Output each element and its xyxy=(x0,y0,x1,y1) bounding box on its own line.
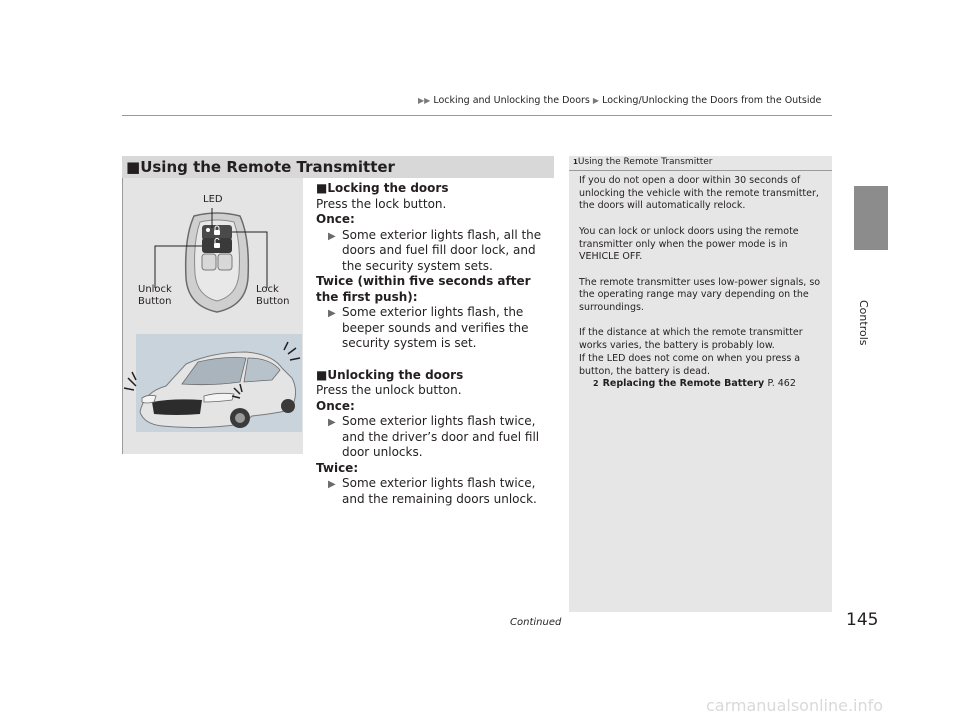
unlocking-once-item: ▶ Some exterior lights flash twice, and the driver’s door and fuel fill door unlocks. xyxy=(328,414,540,459)
sidebar-heading: 1Using the Remote Transmitter xyxy=(573,157,713,167)
section-marker: ■ xyxy=(126,158,141,176)
locking-twice-item: ▶ Some exterior lights flash, the beeper sounds and verifies the security system is set. xyxy=(328,305,529,350)
watermark: carmanualsonline.info xyxy=(706,696,884,715)
unlocking-intro: Press the unlock button. xyxy=(316,383,462,397)
reference-icon: 2 xyxy=(593,379,599,389)
car-headlight xyxy=(204,393,234,402)
locking-intro: Press the lock button. xyxy=(316,196,447,211)
subheading-unlocking: ■Unlocking the doors xyxy=(316,367,464,382)
sidebar-rule xyxy=(569,170,832,171)
breadcrumb-item[interactable]: Locking and Unlocking the Doors xyxy=(433,95,590,106)
note-ref-icon: 1 xyxy=(573,158,578,166)
subheading-locking: ■Locking the doors xyxy=(316,181,449,195)
led-indicator xyxy=(206,228,210,232)
arrow-icon: ▶▶ xyxy=(418,96,431,105)
sidebar-paragraph: If the LED does not come on when you press a button, the battery is dead. xyxy=(579,352,801,377)
main-body xyxy=(316,181,556,507)
section-title xyxy=(126,158,395,176)
locking-once-label: Once: xyxy=(316,212,355,226)
sidebar-text xyxy=(579,175,829,391)
car-hub xyxy=(235,413,245,423)
page-number: 145 xyxy=(846,610,879,630)
unlocking-twice-label: Twice: xyxy=(316,460,359,475)
sidebar-paragraph: The remote transmitter uses low-power signals, so the operating range may vary depending on the surroundings. xyxy=(579,276,821,313)
sidebar-paragraph: If you do not open a door within 30 seconds of unlocking the vehicle with the remote transmitter, the doors will automatically relock. xyxy=(579,175,819,212)
lock-button-label: Lock Button xyxy=(256,284,290,307)
header-rule xyxy=(122,115,832,116)
locking-once-item: ▶ Some exterior lights flash, all the doors and fuel fill door lock, and the security system sets. xyxy=(328,227,542,273)
sidebar-paragraph: If the distance at which the remote transmitter works varies, the battery is probably low. xyxy=(579,327,803,352)
fob-button xyxy=(202,254,216,270)
unlocking-once-label: Once: xyxy=(316,398,355,413)
led-label: LED xyxy=(203,194,223,205)
fob-button xyxy=(218,254,232,270)
car-illustration xyxy=(122,334,302,452)
continued-label: Continued xyxy=(510,617,562,628)
triangle-bullet-icon: ▶ xyxy=(328,308,336,319)
chapter-tab-label: Controls xyxy=(857,300,870,346)
car-wheel xyxy=(281,399,295,413)
unlocking-twice-item: ▶ Some exterior lights flash twice, and the remaining doors unlock. xyxy=(328,476,537,506)
breadcrumb xyxy=(418,95,821,106)
chapter-tab xyxy=(854,186,888,250)
cross-reference-link[interactable]: 2 Replacing the Remote Battery P. 462 xyxy=(593,378,796,390)
section-title-text: Using the Remote Transmitter xyxy=(140,158,395,176)
breadcrumb-item[interactable]: Locking/Unlocking the Doors from the Outside xyxy=(602,95,822,106)
triangle-bullet-icon: ▶ xyxy=(328,417,336,428)
triangle-bullet-icon: ▶ xyxy=(328,479,336,490)
locking-twice-label: Twice (within five seconds after the first push): xyxy=(316,274,531,304)
sidebar-paragraph: You can lock or unlock doors using the remote transmitter only when the power mode is in VEHICLE OFF. xyxy=(579,225,799,263)
arrow-icon: ▶ xyxy=(592,96,600,105)
car-grille xyxy=(152,399,202,415)
car-headlight xyxy=(142,395,156,403)
unlock-button-label: Unlock Button xyxy=(138,284,172,307)
triangle-bullet-icon: ▶ xyxy=(328,230,336,242)
